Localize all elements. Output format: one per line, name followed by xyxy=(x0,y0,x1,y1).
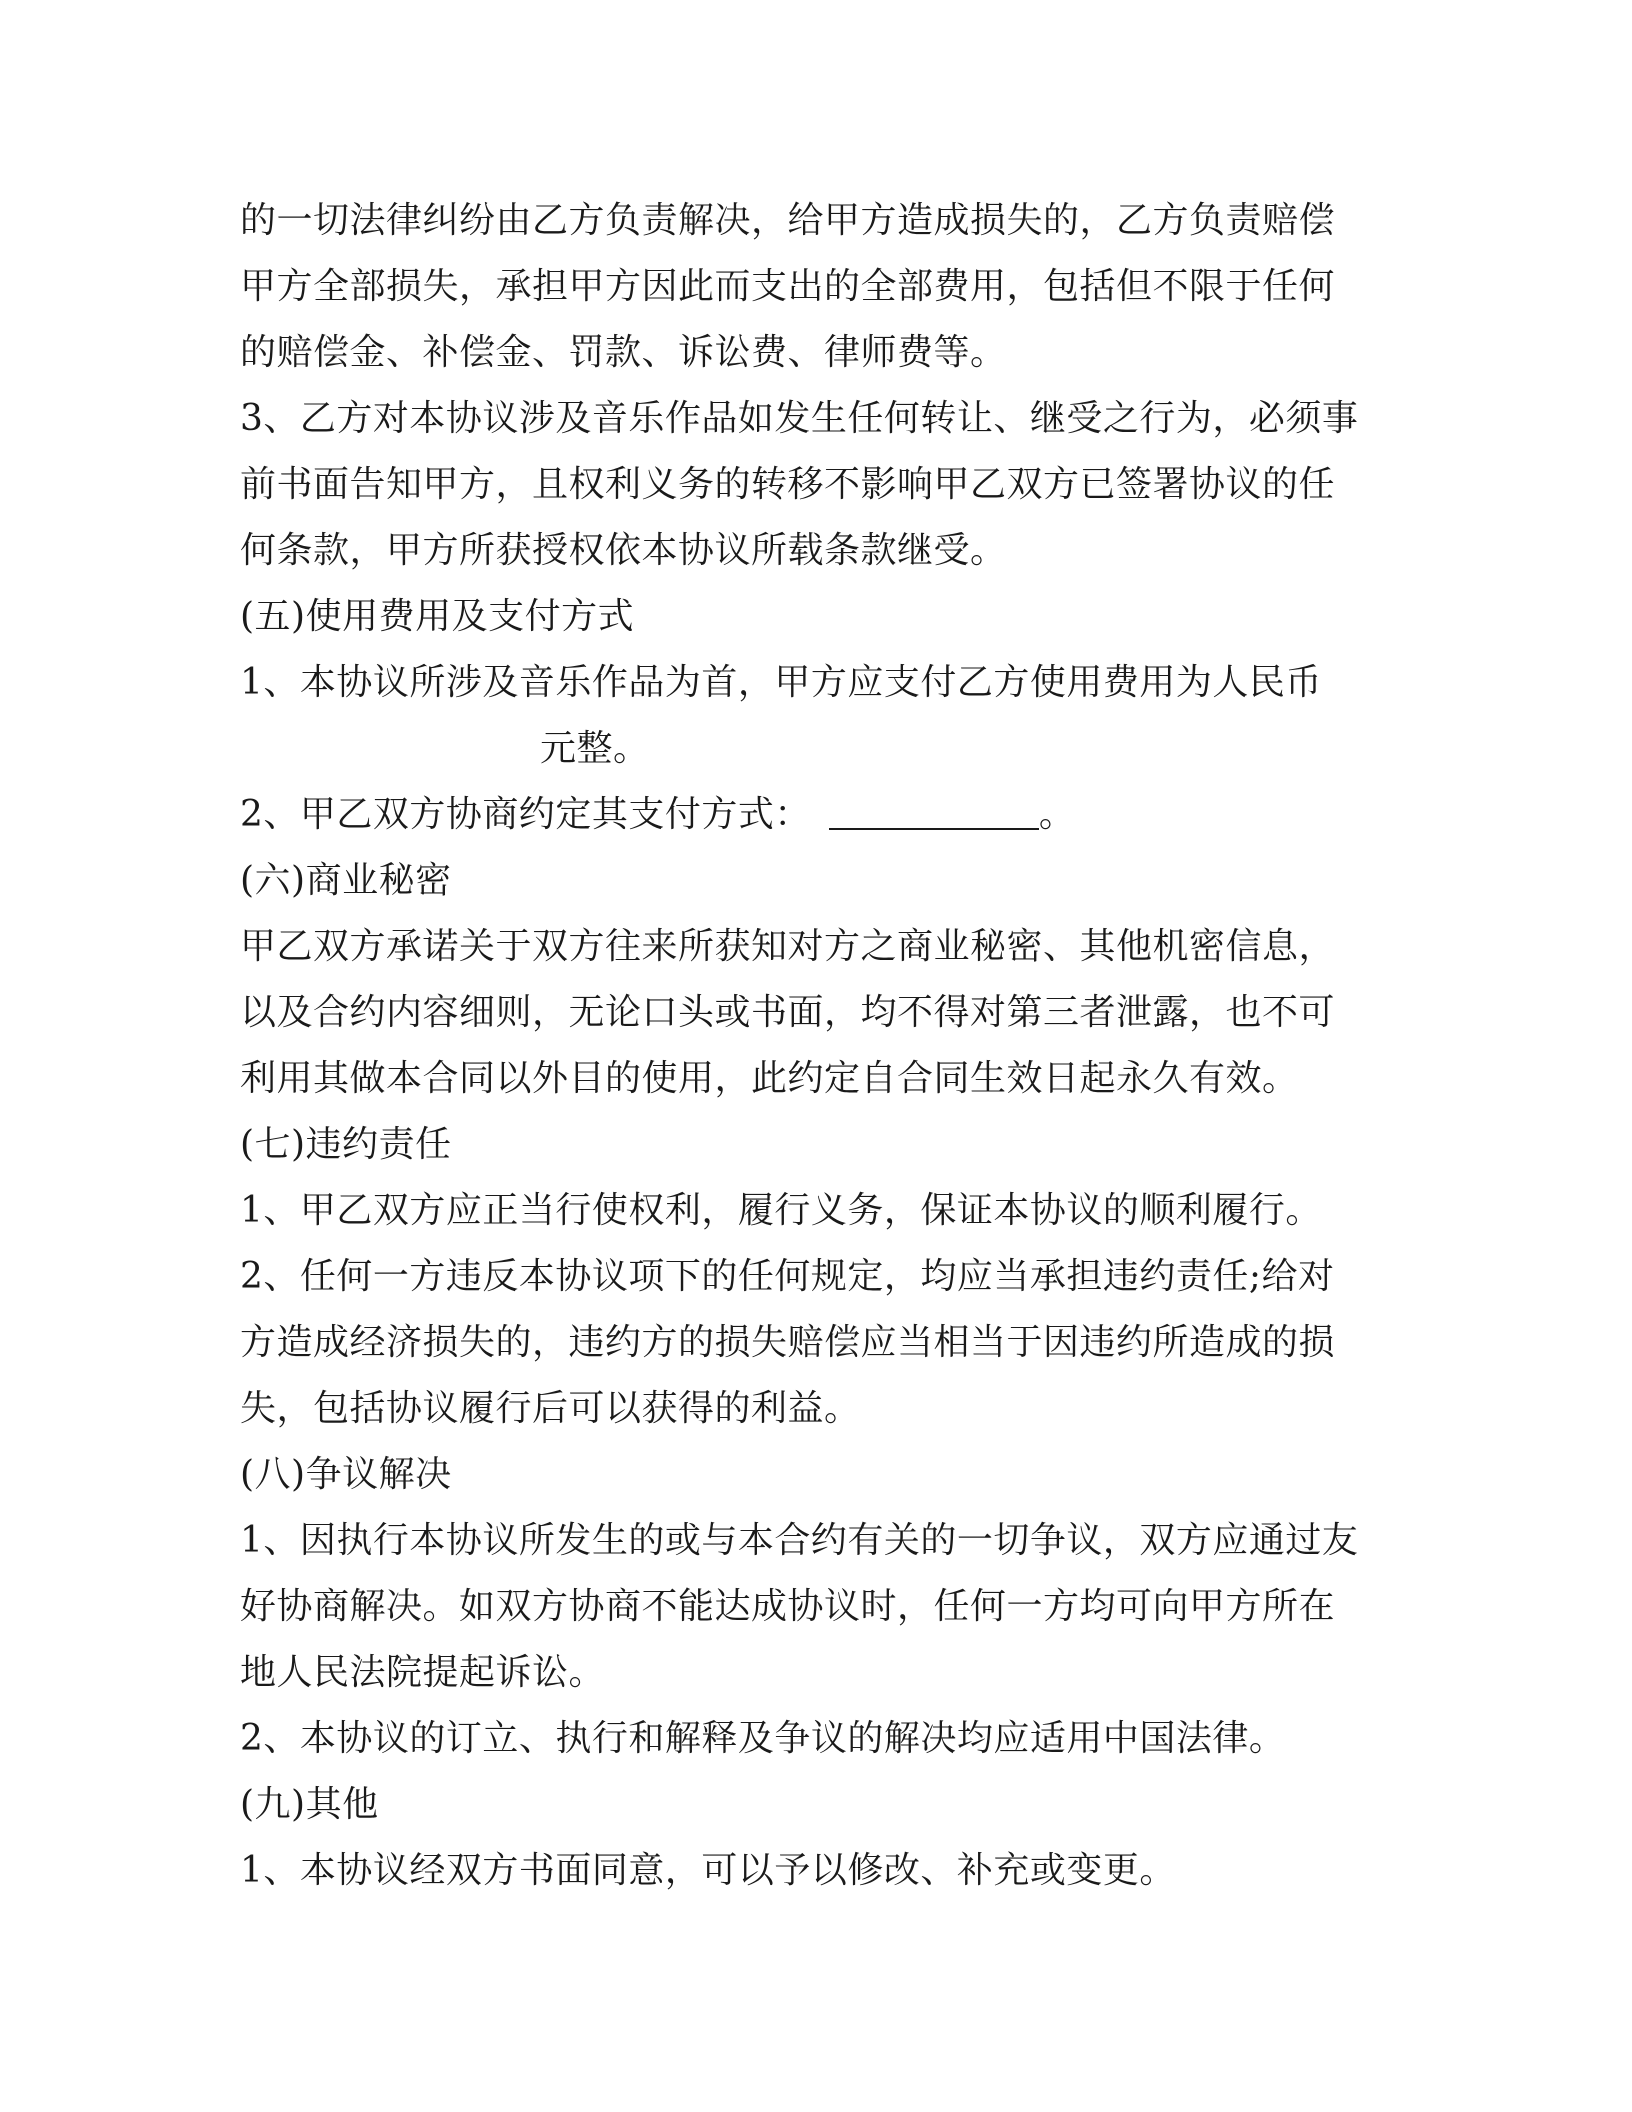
document-page xyxy=(240,188,1400,1904)
text-line: 方造成经济损失的，违约方的损失赔偿应当相当于因违约所造成的损 xyxy=(240,1322,1336,1363)
text-line: 前书面告知甲方，且权利义务的转移不影响甲乙双方已签署协议的任 xyxy=(240,464,1336,505)
text-line: 甲乙双方承诺关于双方往来所获知对方之商业秘密、其他机密信息， xyxy=(240,926,1336,967)
text-line: 失，包括协议履行后可以获得的利益。 xyxy=(240,1388,861,1429)
payment-method-blank xyxy=(829,798,1039,830)
payment-method-label: 2、甲乙双方协商约定其支付方式： xyxy=(240,794,811,835)
section-heading: (七)违约责任 xyxy=(240,1124,452,1165)
text-line: 的一切法律纠纷由乙方负责解决，给甲方造成损失的，乙方负责赔偿 xyxy=(240,200,1336,241)
section-heading: (六)商业秘密 xyxy=(240,860,452,901)
text-line: 地人民法院提起诉讼。 xyxy=(240,1652,606,1693)
payment-method-period: 。 xyxy=(1038,794,1076,835)
text-line: 1、本协议所涉及音乐作品为首，甲方应支付乙方使用费用为人民币 xyxy=(240,662,1322,703)
text-line: 2、本协议的订立、执行和解释及争议的解决均应适用中国法律。 xyxy=(240,1718,1286,1759)
text-line: 好协商解决。如双方协商不能达成协议时，任何一方均可向甲方所在 xyxy=(240,1586,1336,1627)
text-line: 以及合约内容细则，无论口头或书面，均不得对第三者泄露，也不可 xyxy=(240,992,1336,1033)
amount-line: 元整。 xyxy=(540,728,650,769)
text-line: 2、任何一方违反本协议项下的任何规定，均应当承担违约责任;给对 xyxy=(240,1256,1335,1297)
text-line: 3、乙方对本协议涉及音乐作品如发生任何转让、继受之行为，必须事 xyxy=(240,398,1359,439)
section-heading: (五)使用费用及支付方式 xyxy=(240,596,635,637)
text-line: 1、本协议经双方书面同意，可以予以修改、补充或变更。 xyxy=(240,1850,1176,1891)
text-line: 1、甲乙双方应正当行使权利，履行义务，保证本协议的顺利履行。 xyxy=(240,1190,1322,1231)
text-line: 何条款，甲方所获授权依本协议所载条款继受。 xyxy=(240,530,1007,571)
text-line: 利用其做本合同以外目的使用，此约定自合同生效日起永久有效。 xyxy=(240,1058,1299,1099)
text-line: 甲方全部损失，承担甲方因此而支出的全部费用，包括但不限于任何 xyxy=(240,266,1336,307)
section-heading: (九)其他 xyxy=(240,1784,379,1825)
text-line: 1、因执行本协议所发生的或与本合约有关的一切争议，双方应通过友 xyxy=(240,1520,1359,1561)
text-line: 的赔偿金、补偿金、罚款、诉讼费、律师费等。 xyxy=(240,332,1007,373)
payment-method-line xyxy=(240,782,1400,848)
section-heading: (八)争议解决 xyxy=(240,1454,452,1495)
